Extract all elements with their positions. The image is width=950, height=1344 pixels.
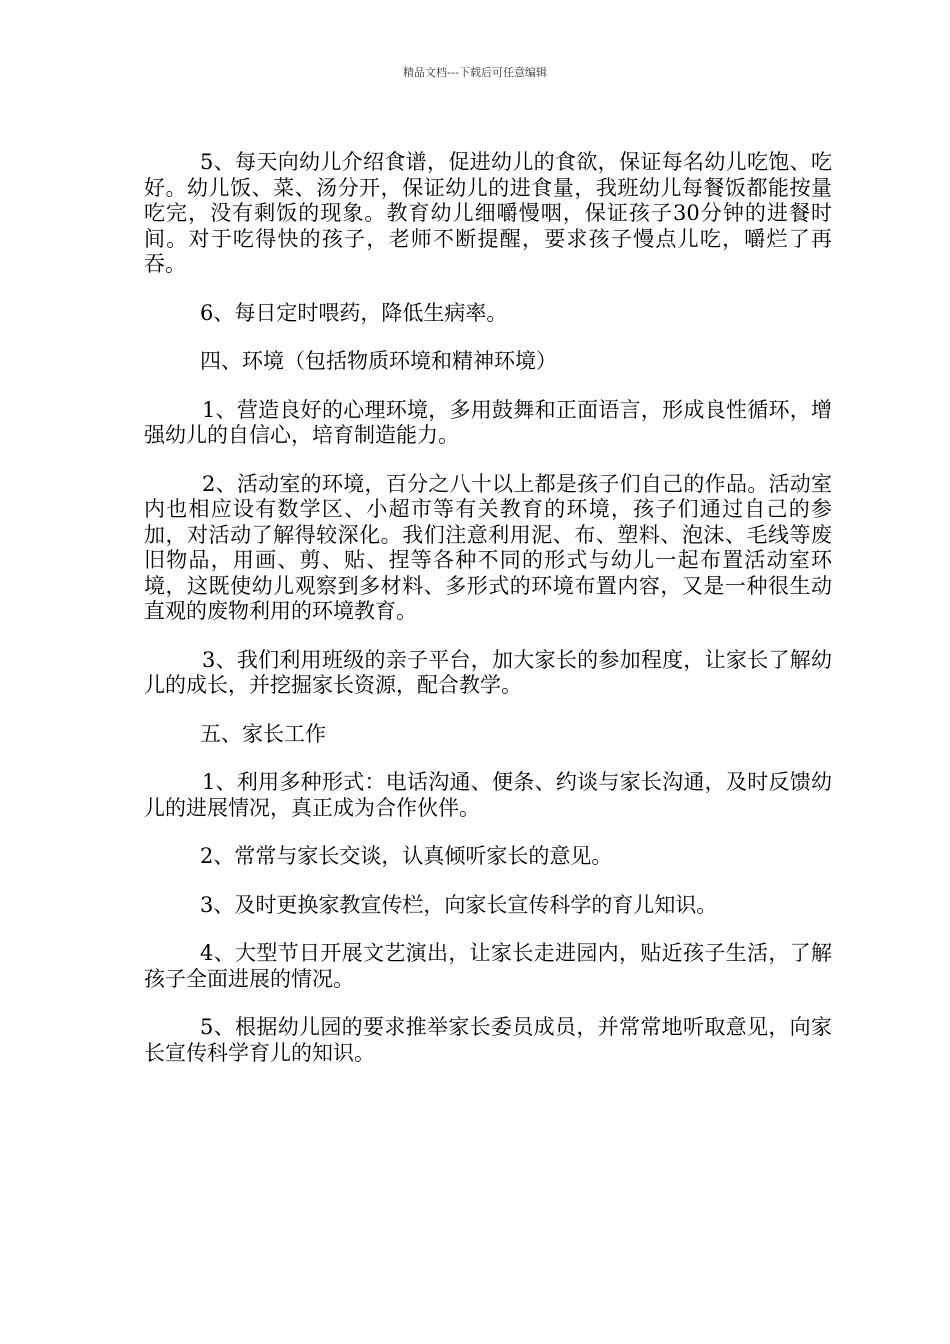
paragraph-parent-item-5: 5、根据幼儿园的要求推举家长委员成员，并常常地听取意见，向家长宣传科学育儿的知识。 (144, 1015, 832, 1065)
paragraph-medicine-item-6: 6、每日定时喂药，降低生病率。 (200, 300, 508, 325)
document-body (144, 150, 832, 1089)
paragraph-parent-item-2: 2、常常与家长交谈，认真倾听家长的意见。 (200, 844, 613, 868)
section-heading-parent-work: 五、家长工作 (200, 721, 326, 746)
paragraph-parent-item-4: 4、大型节日开展文艺演出，让家长走进园内，贴近孩子生活，了解孩子全面进展的情况。 (144, 941, 832, 991)
section-heading-environment: 四、环境（包括物质环境和精神环境） (200, 349, 557, 373)
paragraph-environment-item-2: 2、活动室的环境，百分之八十以上都是孩子们自己的作品。活动室内也相应设有数学区、小超市等有关教育的环境，孩子们通过自己的参加，对活动了解得较深化。我们注意利用泥、布、塑料、泡沫、毛线等废旧物品，用画、剪、贴、捏等各种不同的形式与幼儿一起布置活动室环境，这既使幼儿观察到多材料、多形式的环境布置内容，又是一种很生动直观的废物利用的环境教育。 (144, 471, 832, 623)
page-header: 精品文档---下载后可任意编辑 (403, 66, 547, 79)
paragraph-environment-item-3: 3、我们利用班级的亲子平台，加大家长的参加程度，让家长了解幼儿的成长，并挖掘家长资源，配合教学。 (144, 647, 832, 697)
paragraph-parent-item-1: 1、利用多种形式：电话沟通、便条、约谈与家长沟通，及时反馈幼儿的进展情况，真正成为合作伙伴。 (144, 770, 832, 820)
paragraph-parent-item-3: 3、及时更换家教宣传栏，向家长宣传科学的育儿知识。 (200, 892, 718, 917)
paragraph-environment-item-1: 1、营造良好的心理环境，多用鼓舞和正面语言，形成良性循环，增强幼儿的自信心，培育制造能力。 (144, 397, 832, 447)
paragraph-meal-item-5: 5、每天向幼儿介绍食谱，促进幼儿的食欲，保证每名幼儿吃饱、吃好。幼儿饭、菜、汤分开，保证幼儿的进食量，我班幼儿每餐饭都能按量吃完，没有剩饭的现象。教育幼儿细嚼慢咽，保证孩子30分钟的进餐时间。对于吃得快的孩子，老师不断提醒，要求孩子慢点儿吃，嚼烂了再吞。 (144, 150, 832, 276)
